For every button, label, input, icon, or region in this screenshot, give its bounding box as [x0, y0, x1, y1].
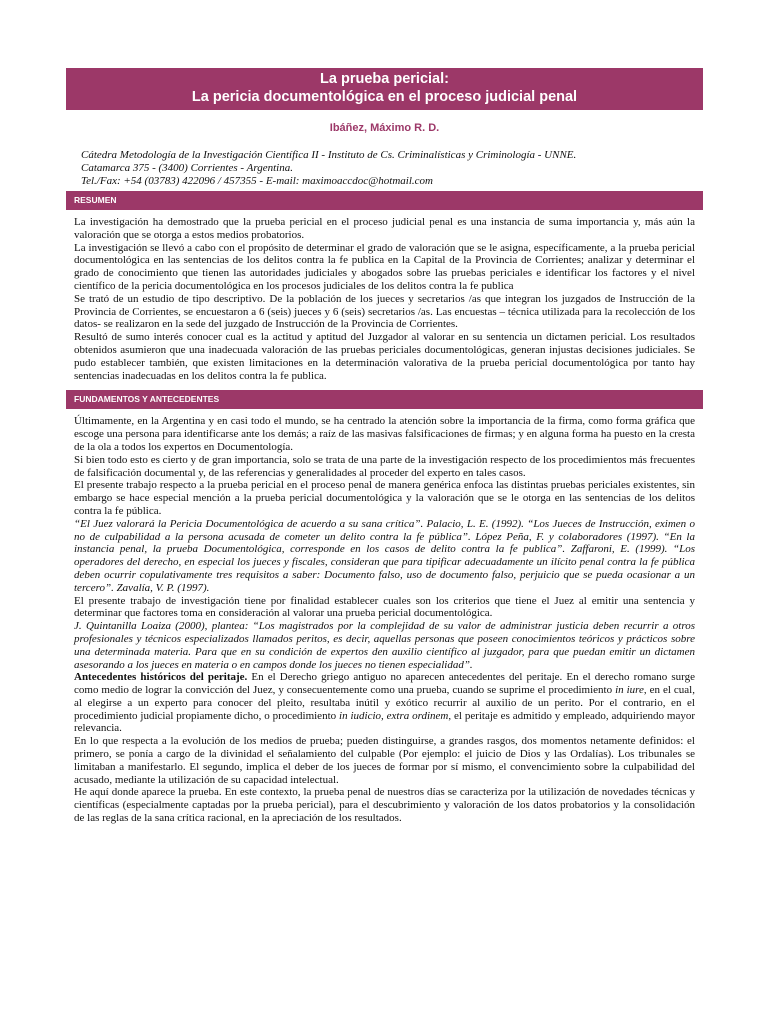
fundamentos-paragraph: El presente trabajo de investigación tiene por finalidad establecer cuales son los criterios que tiene el Juez al emitir una sentencia y determinar que factores toma en consideración al valorar una prueba pericial documentológica. — [74, 594, 695, 620]
section-heading-fundamentos: FUNDAMENTOS Y ANTECEDENTES — [66, 390, 703, 409]
document-page — [66, 68, 703, 825]
antecedentes-text: En el Derecho griego antiguo no aparecen antecedentes del peritaje. En el derecho romano surge como medio de lograr la convicción del Juez, y consecuentemente como una prueba, cuando se suprime el procedimiento — [74, 671, 695, 697]
resumen-paragraph: Resultó de sumo interés conocer cual es la actitud y aptitud del Juzgador al valorar en su sentencia un dictamen pericial. Los resultados obtenidos asumieron que una inadecuada valoración de las pruebas periciales documentológicas, generan injustas decisiones judiciales. Se pudo establecer también, que existen limitaciones en la determinación valorativa de la prueba pericial documentológica por tanto hay sentencias inadecuadas en los delitos contra la fe publica. — [74, 331, 695, 382]
affiliation-line-3: Tel./Fax: +54 (03783) 422096 / 457355 - E-mail: maximoaccdoc@hotmail.com — [81, 175, 433, 187]
fundamentos-paragraph: Si bien todo esto es cierto y de gran importancia, solo se trata de una parte de la investigación respecto de los procedimientos más frecuentes de falsificación documental y, de las referencias y generalidades al proceder del experto en tales casos. — [74, 453, 695, 479]
fundamentos-body — [74, 415, 695, 825]
title-banner — [66, 68, 703, 110]
resumen-body — [74, 216, 695, 382]
title-line-2: La pericia documentológica en el proceso judicial penal — [191, 89, 578, 105]
resumen-paragraph: La investigación ha demostrado que la prueba pericial en el proceso judicial penal es una instancia de suma importancia y, más aún la valoración que se otorga a estos medios probatorios. — [74, 216, 695, 241]
author-name: Ibáñez, Máximo R. D. — [329, 122, 440, 134]
affiliation-line-2: Catamarca 375 - (3400) Corrientes - Argentina. — [81, 162, 293, 174]
affiliation-block — [81, 149, 703, 188]
title-line-1: La prueba pericial: — [320, 71, 449, 87]
affiliation-line-1: Cátedra Metodología de la Investigación Científica II - Instituto de Cs. Criminalísticas y Criminología - UNNE. — [81, 149, 577, 161]
resumen-paragraph: La investigación se llevó a cabo con el propósito de determinar el grado de valoración que se le asigna, específicamente, a la prueba pericial documentológica en las sentencias de los delitos contra la fe publica en la Capital de la Provincia de Corrientes; analizar y determinar el grado de conocimiento que tienen las autoridades judiciales y abogados sobre las pruebas periciales e identificar los factores y el nivel científico de la pericia documentológica en los procesos judiciales de los delitos contra la fe publica — [74, 241, 695, 292]
section-heading-resumen: RESUMEN — [66, 191, 703, 210]
antecedentes-paragraph — [74, 671, 695, 735]
resumen-paragraph: Se trató de un estudio de tipo descriptivo. De la población de los jueces y secretarios /as que integran los juzgados de Instrucción de la Provincia de Corrientes, se encuestaron a 6 (seis) jueces y 6 (seis) secretarios /as. Las encuestas – técnica utilizada para la recolección de los datos- se realizaron en la sede del juzgado de Instrucción de la Provincia de Corrientes. — [74, 292, 695, 331]
antecedentes-text: , en el cual, al elegirse a un experto para conocer del pleito, resultaba inútil y exótico recurrir al auxilio de un perito. Por el contrario, en el procedimiento judicial propiamente dicho, o procedimiento — [74, 684, 695, 722]
fundamentos-paragraph: En lo que respecta a la evolución de los medios de prueba; pueden distinguirse, a grandes rasgos, dos momentos netamente definidos: el primero, se ponía a cargo de la divinidad el señalamiento del culpable (Por ejemplo: el juicio de Dios y las Ordalías). Los tribunales se limitaban a manifestarlo. El segundo, implica el deber de los jueces de formar por sí mismo, el convencimiento sobre la culpabilidad del acusado, mediante la utilización de su capacidad intelectual. — [74, 735, 695, 786]
fundamentos-paragraph: El presente trabajo respecto a la prueba pericial en el proceso penal de manera genérica enfoca las distintas pruebas periciales existentes, sin embargo se hace especial mención a la prueba pericial documentológica y la valoración que se le otorga en las sentencias de los delitos contra la fe pública. — [74, 479, 695, 517]
antecedentes-text: , el peritaje es admitido y empleado, adquiriendo mayor relevancia. — [74, 709, 695, 735]
fundamentos-paragraph: He aquí donde aparece la prueba. En este contexto, la prueba penal de nuestros días se caracteriza por la utilización de novedades técnicas y científicas (especialmente captadas por la prueba pericial), para el descubrimiento y valoración de los datos probatorios y la consolidación de las reglas de la sana crítica racional, en la apreciación de los resultados. — [74, 786, 695, 825]
latin-term: in iudicio, extra ordinem — [339, 709, 449, 722]
quotes-paragraph: “El Juez valorará la Pericia Documentológica de acuerdo a su sana crítica”. Palacio, L. E. (1992). “Los Jueces de Instrucción, eximen o no de culpabilidad a la persona acusada de cometer un delito contra la fe pública”. López Peña, F. y colaboradores (1997). “En la instancia penal, la prueba Documentológica, corresponde en los casos de delito contra la fe publica”. Zaffaroni, E. (1999). “Los operadores del derecho, en especial los jueces y fiscales, consideran que para tipificar adecuadamente un ilícito penal contra la fe pública deben ocurrir copulativamente tres requisitos a saber: Documento falso, uso de documento falso, perjuicio que se pueda ocasionar a un tercero”. Zavalía, V. P. (1997). — [74, 517, 695, 594]
fundamentos-paragraph: Últimamente, en la Argentina y en casi todo el mundo, se ha centrado la atención sobre la importancia de la firma, como forma gráfica que escoge una persona para identificarse ante los demás; a raíz de las masivas falsificaciones de firmas; y en alguna forma ha puesto en la cresta de la ola a todos los expertos en Documentología. — [74, 415, 695, 453]
antecedentes-subheading: Antecedentes históricos del peritaje. — [74, 671, 248, 684]
latin-term: in iure — [615, 684, 644, 697]
quintanilla-quote-paragraph: J. Quintanilla Loaiza (2000), plantea: “Los magistrados por la complejidad de su valor de administrar justicia deben recurrir a otros profesionales y técnicos especializados llamados peritos, es decir, aquellas personas que poseen conocimientos teóricos y prácticos sobre una determinada materia. Para que en su condición de expertos den auxilio científico al juzgador, para que puedan emitir un dictamen asesorando a los jueces en materia o en campos donde los jueces no tienen especialidad”. — [74, 620, 695, 671]
